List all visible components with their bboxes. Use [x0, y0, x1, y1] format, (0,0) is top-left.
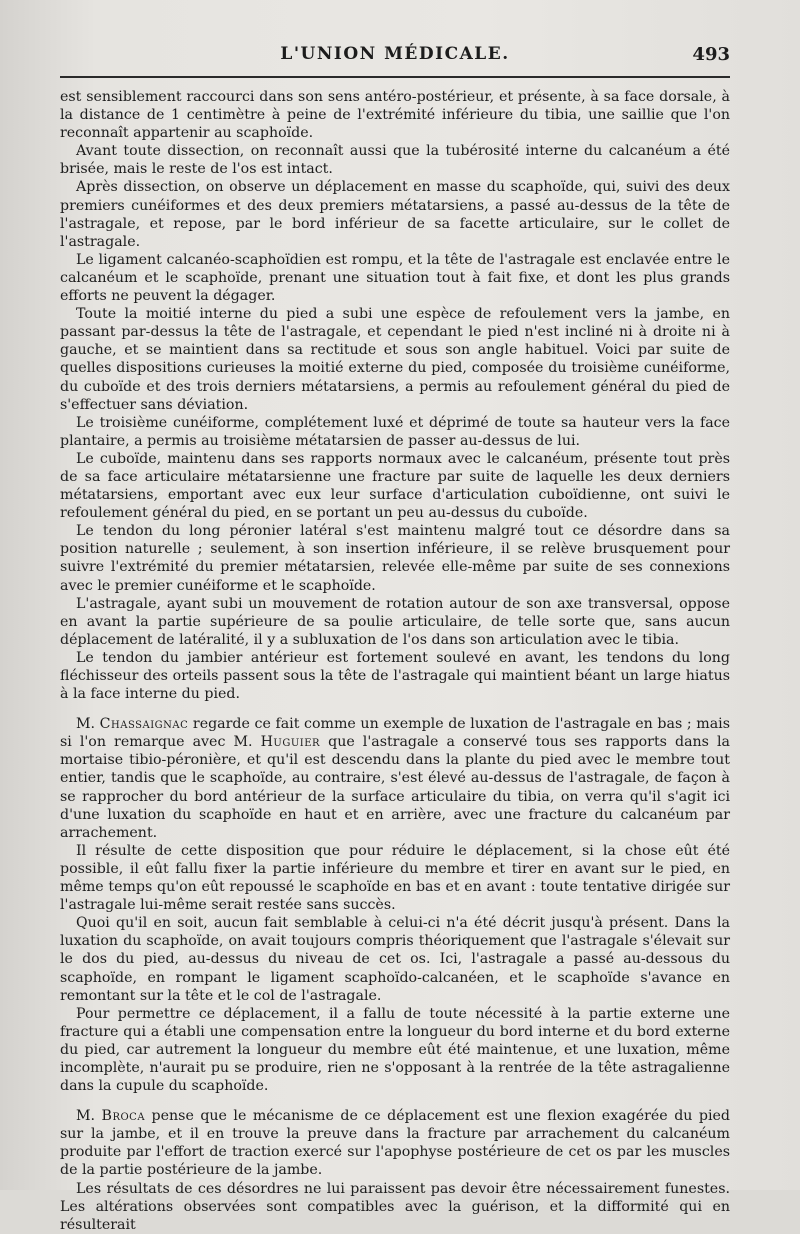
speaker-title: M.	[76, 1108, 96, 1125]
paragraph: Il résulte de cette disposition que pour réduire le déplacement, si la chose eût été possible, il eût fallu fixer la partie inférieure du membre et tirer en avant sur le pied, en même temps qu'on eût repoussé le scaphoïde en bas et en avant : toute tentative dirigée sur l'astragale lui-même serait restée sans succès.	[60, 842, 730, 914]
speaker-name: Chassaignac	[99, 716, 189, 733]
paragraph: Le tendon du long péronier latéral s'est maintenu malgré tout ce désordre dans sa position naturelle ; seulement, à son insertion inférieure, il se relève brusquement pour suivre l'extrémité du premier métatarsien, relevée elle-même par suite de ses connexions avec le premier cunéiforme et le scaphoïde.	[60, 523, 730, 594]
paragraph: Le cuboïde, maintenu dans ses rapports normaux avec le calcanéum, présente tout près de sa face articulaire métatarsienne une fracture par suite de laquelle les deux derniers métatarsiens, emportant avec eux leur surface d'articulation cuboïdienne, ont suivi le refoulement général du pied, en se portant un peu au-dessus du cuboïde.	[60, 450, 730, 522]
paragraph: Le troisième cunéiforme, complétement luxé et déprimé de toute sa hauteur vers la face plantaire, a permis au troisième métatarsien de passer au-dessus de lui.	[60, 414, 730, 449]
paragraph-broca	[60, 1107, 730, 1179]
paragraph: L'astragale, ayant subi un mouvement de rotation autour de son axe transversal, oppose en avant la partie supérieure de sa poulie articulaire, de telle sorte que, sans aucun déplacement de latéralité, il y a subluxation de l'os dans son articulation avec le tibia.	[60, 595, 730, 648]
paragraph: Le ligament calcanéo-scaphoïdien est rompu, et la tête de l'astragale est enclavée entre le calcanéum et le scaphoïde, prenant une situation tout à fait fixe, et dont les plus grands efforts ne peuvent la dégager.	[60, 251, 730, 305]
paragraph: Toute la moitié interne du pied a subi une espèce de refoulement vers la jambe, en passant par-dessus la tête de l'astragale, et cependant le pied n'est incliné ni à droite ni à gauche, et se maintient dans sa rectitude et sous son angle habituel. Voici par suite de quelles dispositions curieuses la moitié externe du pied, composée du troisième cunéiforme, du cuboïde et des trois derniers métatarsiens, a permis au refoulement général du pied de s'effectuer sans déviation.	[60, 306, 730, 413]
paragraph-text: que l'astragale a conservé tous ses rapports dans la mortaise tibio-péronière, et qu'il est descendu dans la plante du pied avec le membre tout entier, tandis que le scaphoïde, au contraire, s'est élevé au-dessus de l'astragale, de façon à se rapprocher du bord antérieur de la surface articulaire du tibia, on verra qu'il s'agit ici d'une luxation du scaphoïde en haut et en arrière, avec une fracture du calcanéum par arrachement.	[60, 734, 730, 841]
paragraph: Quoi qu'il en soit, aucun fait semblable à celui-ci n'a été décrit jusqu'à présent. Dans la luxation du scaphoïde, on avait toujours compris théoriquement que l'astragale s'élevait sur le dos du pied, au-dessus du niveau de cet os. Ici, l'astragale a passé au-dessous du scaphoïde, en rompant le ligament scaphoïdo-calcanéen, et le scaphoïde s'avance en remontant sur la tête et le col de l'astragale.	[60, 915, 730, 1004]
body-text	[60, 72, 730, 1234]
page-header	[60, 0, 730, 72]
speaker-name: Broca	[101, 1108, 146, 1125]
paragraph: Le tendon du jambier antérieur est fortement soulevé en avant, les tendons du long fléchisseur des orteils passent sous la tête de l'astragale qui maintient béant un large hiatus à la face interne du pied.	[60, 649, 730, 703]
paragraph: Avant toute dissection, on reconnaît aussi que la tubérosité interne du calcanéum a été brisée, mais le reste de l'os est intact.	[60, 143, 730, 178]
speaker-title: M.	[76, 716, 96, 733]
header-rule	[60, 76, 730, 78]
paragraph: Les résultats de ces désordres ne lui paraissent pas devoir être nécessairement funestes. Les altérations observées sont compatibles avec la guérison, et la difformité qui en résulterait	[60, 1180, 730, 1233]
paragraph-chassaignac	[60, 715, 730, 842]
paragraph: Après dissection, on observe un déplacement en masse du scaphoïde, qui, suivi des deux premiers cunéiformes et des deux premiers métatarsiens, a passé au-dessus de la tête de l'astragale, et repose, par le bord inférieur de sa facette articulaire, sur le collet de l'astragale.	[60, 179, 730, 250]
running-title: L'UNION MÉDICALE.	[280, 44, 510, 64]
cited-name: Huguier	[260, 734, 321, 751]
paragraph-text: pense que le mécanisme de ce déplacement est une flexion exagérée du pied sur la jambe, et il en trouve la preuve dans la fracture par arrachement du calcanéum produite par l'effort de traction exercé sur l'apophyse postérieure de cet os par les muscles de la partie postérieure de la jambe.	[60, 1108, 730, 1179]
paragraph: est sensiblement raccourci dans son sens antéro-postérieur, et présente, à sa face dorsale, à la distance de 1 centimètre à peine de l'extrémité inférieure du tibia, une saillie que l'on reconnaît appartenir au scaphoïde.	[60, 89, 730, 142]
paragraph-text: regarde ce fait comme un exemple de luxation de l'astragale en bas ; mais si l'on remarque avec M.	[60, 716, 730, 751]
page-number: 493	[692, 44, 730, 65]
paragraph: Pour permettre ce déplacement, il a fallu de toute nécessité à la partie externe une fracture qui a établi une compensation entre la longueur du bord interne et du bord externe du pied, car autrement la longueur du membre eût été maintenue, et une luxation, même incomplète, n'aurait pu se produire, rien ne s'opposant à la rentrée de la tête astragalienne dans la cupule du scaphoïde.	[60, 1005, 730, 1095]
